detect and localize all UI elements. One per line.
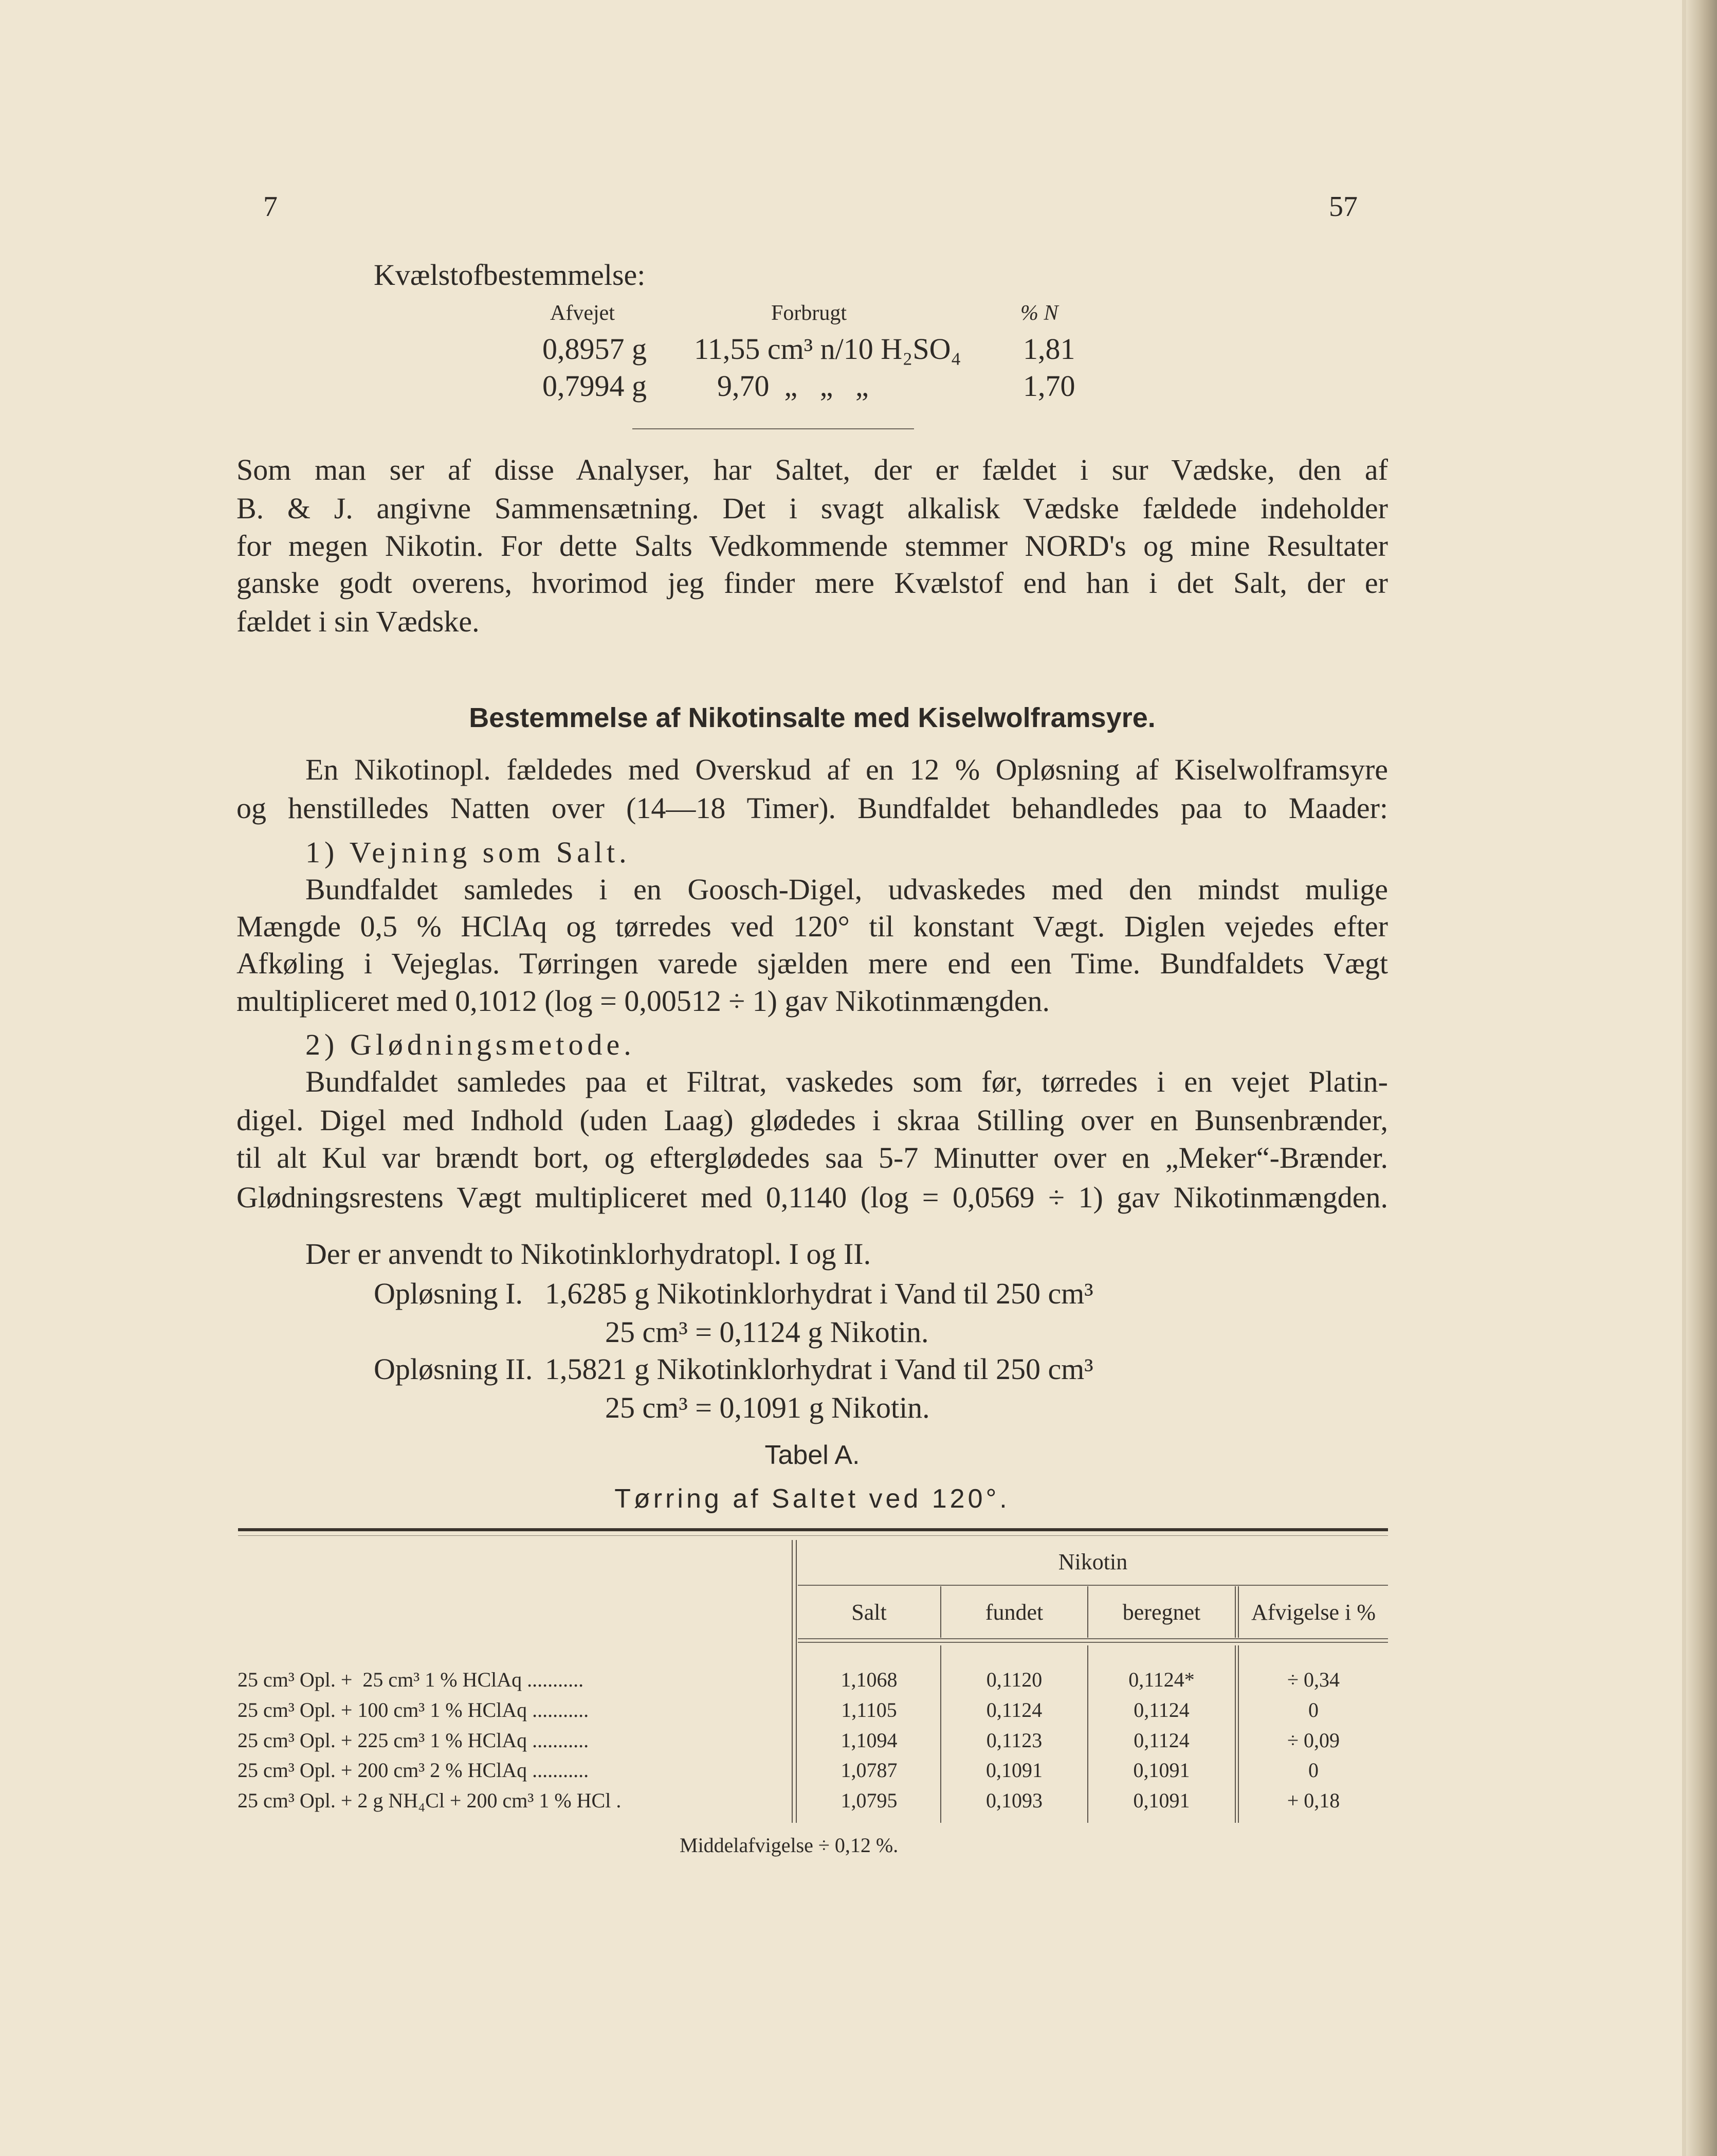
solution-equiv: 25 cm³ = 0,1091 g Nikotin. [605,1391,930,1424]
group-header-nikotin: Nikotin [1058,1549,1128,1574]
row-label: 25 cm³ Opl. + 25 cm³ 1 % HClAq ........... [238,1668,584,1691]
table-footer-mean-deviation: Middelafvigelse ÷ 0,12 %. [680,1834,899,1857]
nitrogen-header-percent-n: % N [1020,301,1058,325]
method-heading-ignition: 2) Glødningsmetode. [305,1028,635,1061]
page-number-right: 57 [1329,191,1358,223]
table-subtitle: Tørring af Saltet ved 120°. [614,1484,1010,1514]
paragraph-line: til alt Kul var brændt bort, og efterglødedes saa 5-7 Minutter over en „Meker“-Brænder. [236,1141,1388,1174]
row-label: 25 cm³ Opl. + 100 cm³ 1 % HClAq ........... [238,1698,589,1722]
cell-beregnet: 0,1124 [1134,1698,1190,1722]
nitrogen-title: Kvælstofbestemmelse: [374,258,646,292]
row-label: 25 cm³ Opl. + 225 cm³ 1 % HClAq ........... [238,1729,589,1752]
section-heading: Bestemmelse af Nikotinsalte med Kiselwolframsyre. [469,702,1156,733]
cell-afvigelse: ÷ 0,09 [1287,1729,1340,1752]
paragraph-line: Mængde 0,5 % HClAq og tørredes ved 120° til konstant Vægt. Diglen vejedes efter [236,910,1388,943]
nitrogen-cell: 0,7994 g [542,369,647,403]
header-double-rule [798,1642,1388,1643]
table-divider [1235,1586,1236,1638]
paragraph-line: digel. Digel med Indhold (uden Laag) glødedes i skraa Stilling over en Bunsenbrænder, [236,1103,1388,1137]
cell-beregnet: 0,1124 [1134,1729,1190,1752]
solution-label: Opløsning II. [374,1352,533,1386]
nitrogen-cell: 0,8957 g [542,332,647,366]
paragraph-line: fældet i sin Vædske. [236,605,480,638]
table-top-rule [238,1528,1388,1531]
table-divider [792,1540,793,1823]
method-heading-weighing: 1) Vejning som Salt. [305,836,631,869]
paragraph-line: Glødningsrestens Vægt multipliceret med 0,1140 (log = 0,0569 ÷ 1) gav Nikotinmængden. [236,1181,1388,1214]
cell-fundet: 0,1091 [986,1759,1043,1782]
table-top-thin-rule [238,1535,1388,1536]
page-number-left: 7 [263,191,278,223]
cell-beregnet: 0,1091 [1133,1789,1190,1812]
header-double-rule [798,1638,1388,1639]
paragraph-line: ganske godt overens, hvorimod jeg finder mere Kvælstof end han i det Salt, der er [236,566,1388,600]
cell-salt: 1,1068 [841,1668,898,1691]
paragraph-line: multipliceret med 0,1012 (log = 0,00512 ÷ 1) gav Nikotinmængden. [236,984,1050,1018]
cell-afvigelse: ÷ 0,34 [1287,1668,1340,1691]
paragraph-line: Bundfaldet samledes paa et Filtrat, vaskedes som før, tørredes i en vejet Platin- [305,1065,1388,1098]
paragraph-line: Bundfaldet samledes i en Goosch-Digel, udvaskedes med den mindst mulige [305,873,1388,906]
cell-beregnet: 0,1124* [1128,1668,1195,1691]
nitrogen-header-afvejet: Afvejet [550,301,615,325]
cell-salt: 1,1094 [841,1729,898,1752]
nitrogen-cell: 11,55 cm³ n/10 H₂SO₄ [694,332,961,366]
row-label: 25 cm³ Opl. + 200 cm³ 2 % HClAq ........... [238,1759,589,1782]
paragraph-line: for megen Nikotin. For dette Salts Vedkommende stemmer NORD's og mine Resultater [236,529,1388,563]
table-divider [796,1540,797,1823]
row-label: 25 cm³ Opl. + 2 g NH₄Cl + 200 cm³ 1 % HCl . [238,1789,622,1812]
header-beregnet: beregnet [1122,1600,1201,1625]
header-afvigelse: Afvigelse i % [1251,1600,1376,1625]
nitrogen-header-forbrugt: Forbrugt [771,301,847,325]
table-divider [1235,1645,1236,1823]
cell-fundet: 0,1123 [986,1729,1043,1752]
nitrogen-cell: 1,81 [1023,332,1075,366]
page-edge-shadow [1682,0,1686,2156]
cell-fundet: 0,1124 [986,1698,1043,1722]
divider-rule [632,428,914,429]
paragraph-line: Afkøling i Vejeglas. Tørringen varede sjælden mere end een Time. Bundfaldets Vægt [236,947,1388,980]
cell-salt: 1,0787 [841,1759,898,1782]
header-fundet: fundet [985,1600,1044,1625]
solution-text: 1,5821 g Nikotinklorhydrat i Vand til 250 cm³ [545,1352,1093,1386]
header-rule [798,1585,1388,1586]
cell-afvigelse: 0 [1308,1759,1319,1782]
page-stack-edge [1686,0,1717,2156]
solution-text: 1,6285 g Nikotinklorhydrat i Vand til 250 cm³ [545,1277,1093,1310]
cell-fundet: 0,1120 [986,1668,1043,1691]
cell-salt: 1,0795 [841,1789,898,1812]
cell-beregnet: 0,1091 [1133,1759,1190,1782]
cell-fundet: 0,1093 [986,1789,1043,1812]
solution-label: Opløsning I. [374,1277,523,1310]
cell-afvigelse: + 0,18 [1287,1789,1340,1812]
cell-afvigelse: 0 [1308,1698,1319,1722]
nitrogen-cell: 9,70 „ „ „ [717,369,869,403]
paragraph-line: En Nikotinopl. fældedes med Overskud af en 12 % Opløsning af Kiselwolframsyre [305,753,1388,786]
nitrogen-cell: 1,70 [1023,369,1075,403]
paragraph-line: B. & J. angivne Sammensætning. Det i svagt alkalisk Vædske fældede indeholder [236,492,1388,525]
paragraph-line: Der er anvendt to Nikotinklorhydratopl. I og II. [305,1237,871,1271]
paragraph-line: og henstilledes Natten over (14—18 Timer). Bundfaldet behandledes paa to Maader: [236,791,1388,825]
solution-equiv: 25 cm³ = 0,1124 g Nikotin. [605,1315,929,1349]
header-salt: Salt [851,1600,887,1625]
paragraph-line: Som man ser af disse Analyser, har Saltet, der er fældet i sur Vædske, den af [236,453,1388,486]
cell-salt: 1,1105 [841,1698,897,1722]
table-title: Tabel A. [764,1440,860,1470]
